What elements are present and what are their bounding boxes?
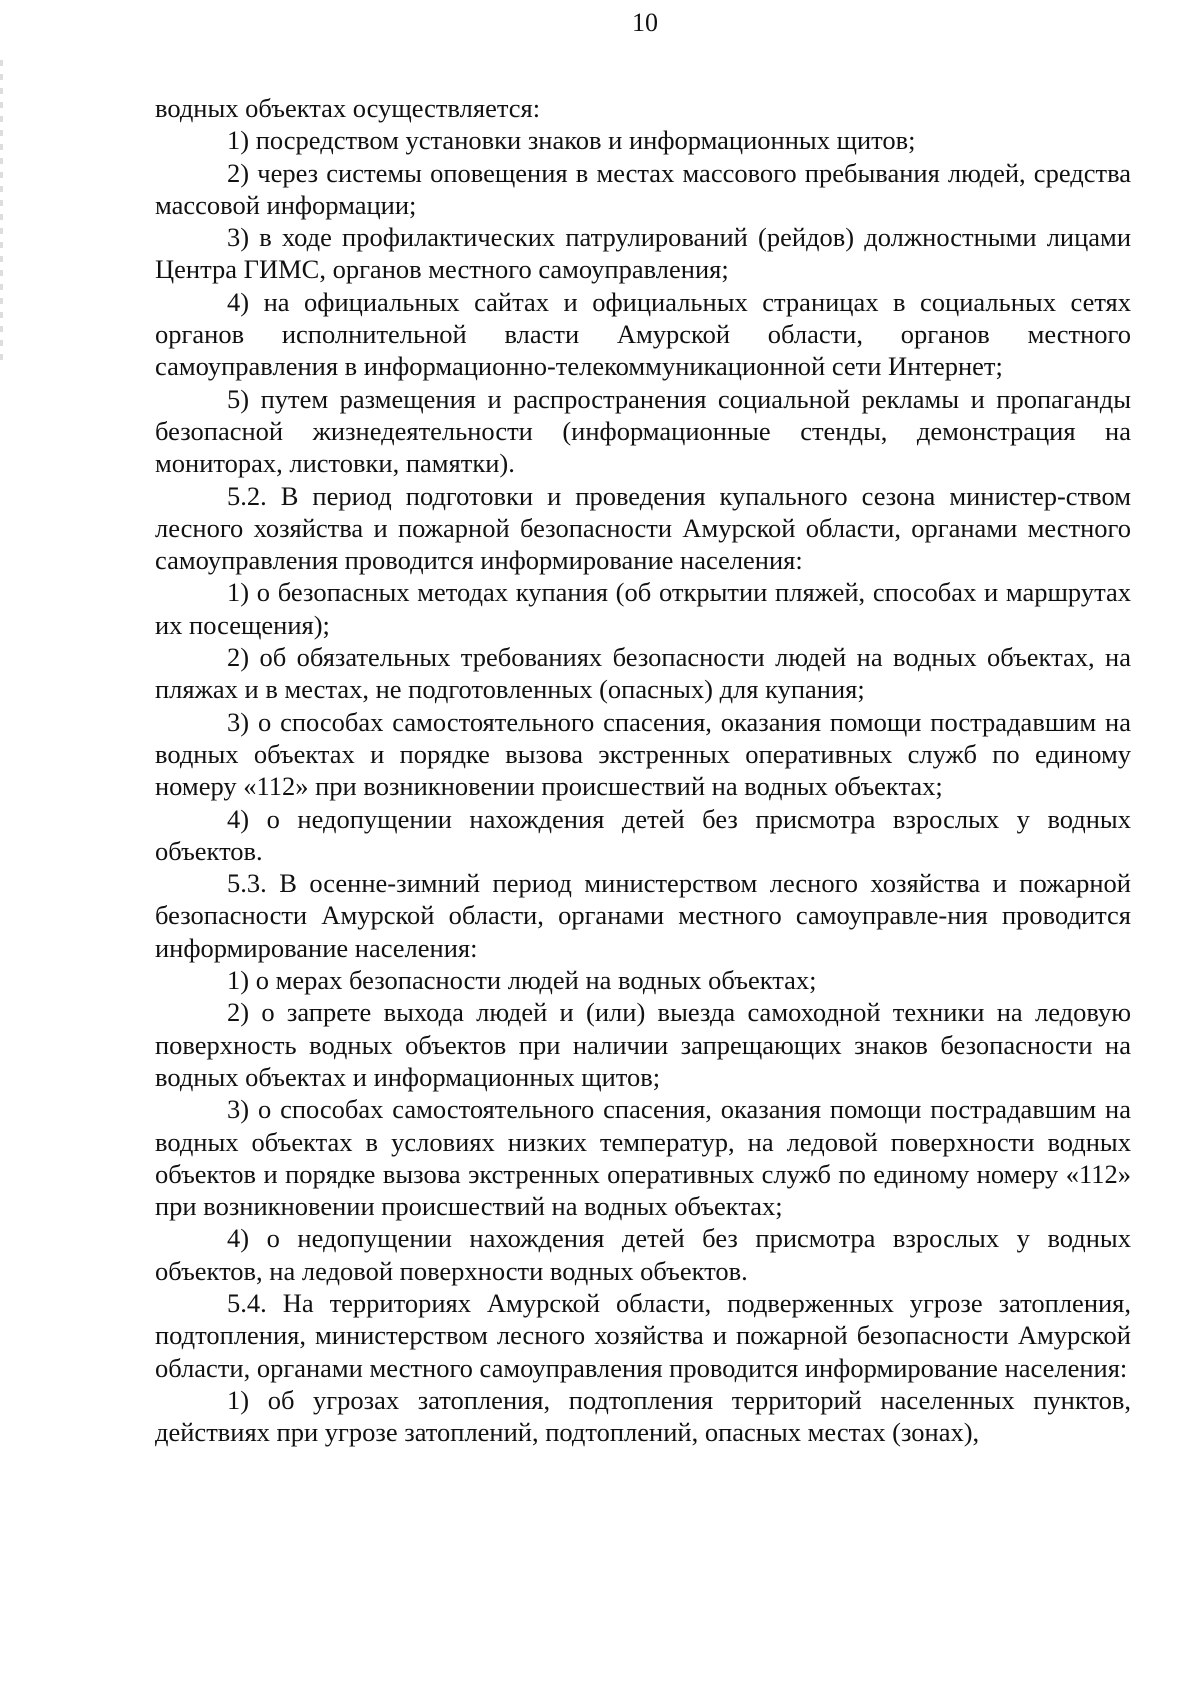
paragraph: 3) о способах самостоятельного спасения, оказания помощи пострадавшим на водных объектах и порядке вызова экстренных оперативных служб по единому номеру «112» при возникновении происшествий на водных объектах; (155, 706, 1131, 802)
paragraph: 4) о недопущении нахождения детей без присмотра взрослых у водных объектов. (155, 803, 1131, 866)
paragraph: 3) о способах самостоятельного спасения, оказания помощи пострадавшим на водных объектах в условиях низких температур, на ледовой поверхности водных объектов и порядке вызова экстренных оперативных служб по единому номеру «112» при возникновении происшествий на водных объектах; (155, 1094, 1131, 1222)
paragraph: 5.2. В период подготовки и проведения купального сезона министер-ством лесного хозяйства и пожарной безопасности Амурской области, органами местного самоуправления проводится информирование населения: (155, 480, 1131, 576)
paragraph: 5.3. В осенне-зимний период министерством лесного хозяйства и пожарной безопасности Амурской области, органами местного самоуправле-ния проводится информирование населения: (155, 868, 1131, 963)
page-number: 10 (632, 8, 658, 37)
paragraph: 1) о мерах безопасности людей на водных объектах; (227, 965, 817, 996)
paragraph: 1) о безопасных методах купания (об открытии пляжей, способах и маршрутах их посещения); (155, 577, 1131, 640)
paragraph: 5) путем размещения и распространения социальной рекламы и пропаганды безопасной жизнедеятельности (информационные стенды, демонстрация на мониторах, листовки, памятки). (155, 383, 1131, 479)
paragraph: 2) о запрете выхода людей и (или) выезда самоходной техники на ледовую поверхность водных объектов при наличии запрещающих знаков безопасности на водных объектах и информационных щитов; (155, 997, 1131, 1092)
paragraph: 4) на официальных сайтах и официальных страницах в социальных сетях органов исполнительной власти Амурской области, органов местного самоуправления в информационно-телекоммуникационной сети Интернет; (155, 286, 1131, 382)
paragraph: 1) посредством установки знаков и информационных щитов; (227, 125, 916, 156)
paragraph: 2) через системы оповещения в местах массового пребывания людей, средства массовой информации; (155, 157, 1131, 220)
document-body (155, 92, 1131, 1448)
paragraph: 5.4. На территориях Амурской области, подверженных угрозе затопления, подтопления, министерством лесного хозяйства и пожарной безопасности Амурской области, органами местного самоуправления проводится информирование населения: (155, 1287, 1131, 1383)
paragraph: водных объектах осуществляется: (155, 93, 541, 123)
scan-edge-mark (0, 60, 3, 360)
paragraph: 1) об угрозах затопления, подтопления территорий населенных пунктов, действиях при угрозе затоплений, подтоплений, опасных местах (зонах), (155, 1384, 1131, 1448)
paragraph: 3) в ходе профилактических патрулирований (рейдов) должностными лицами Центра ГИМС, органов местного самоуправления; (155, 222, 1131, 285)
paragraph: 2) об обязательных требованиях безопасности людей на водных объектах, на пляжах и в местах, не подготовленных (опасных) для купания; (155, 642, 1131, 705)
paragraph: 4) о недопущении нахождения детей без присмотра взрослых у водных объектов, на ледовой поверхности водных объектов. (155, 1223, 1131, 1286)
